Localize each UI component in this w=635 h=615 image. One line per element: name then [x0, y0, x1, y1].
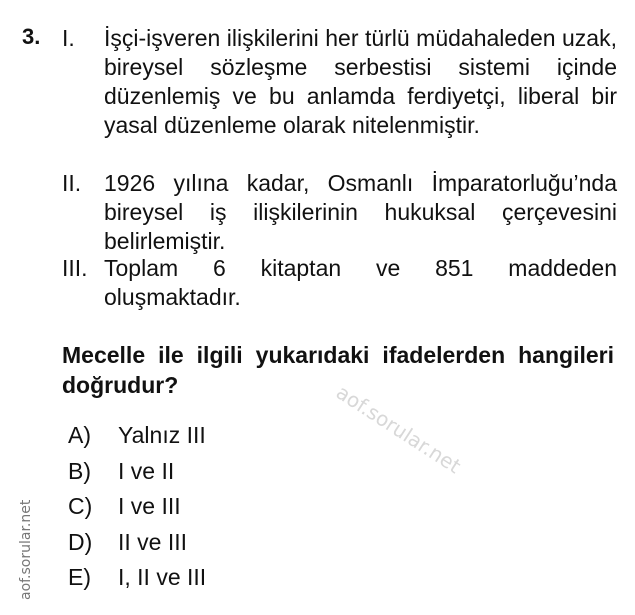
option-a-text: Yalnız III	[118, 422, 206, 448]
answer-options	[68, 420, 206, 598]
option-e-letter: E)	[68, 564, 91, 590]
statement-1-text: İşçi-işveren ilişkilerini her türlü müdahaleden uzak, bireysel sözleşme serbestisi sistemi içinde düzenlemiş ve bu anlamda ferdiyetçi, liberal bir yasal düzenleme olarak nitelenmiştir.	[104, 25, 617, 138]
option-a[interactable]	[68, 420, 206, 456]
option-c-letter: C)	[68, 493, 93, 519]
statement-1-numeral: I.	[62, 25, 75, 51]
option-d-letter: D)	[68, 528, 93, 555]
statement-3-numeral: III.	[62, 255, 88, 281]
question-number: 3.	[22, 24, 41, 49]
watermark-diagonal: aof.sorular.net	[331, 380, 466, 479]
option-b-letter: B)	[68, 457, 91, 484]
statement-2-numeral: II.	[62, 170, 82, 196]
statement-2-text: 1926 yılına kadar, Osmanlı İmparatorluğu’nda bireysel iş ilişkilerinin hukuksal çerçevesini belirlemiştir.	[104, 170, 617, 254]
option-b[interactable]	[68, 456, 206, 492]
option-c[interactable]	[68, 491, 206, 527]
option-e[interactable]	[68, 562, 206, 598]
option-d[interactable]	[68, 527, 206, 563]
question-stem: Mecelle ile ilgili yukarıdaki ifadelerden hangileri doğrudur?	[62, 342, 614, 398]
option-a-letter: A)	[68, 422, 91, 448]
statement-3-text: Toplam 6 kitaptan ve 851 maddeden oluşmaktadır.	[104, 255, 617, 310]
option-b-text: I ve II	[118, 457, 175, 484]
statement-2	[62, 169, 617, 256]
option-e-text: I, II ve III	[118, 564, 207, 590]
option-d-text: II ve III	[118, 528, 188, 555]
statement-1	[62, 24, 617, 140]
watermark-side: aof.sorular.net	[18, 499, 34, 600]
statement-3	[62, 254, 617, 312]
option-c-text: I ve III	[118, 493, 181, 519]
